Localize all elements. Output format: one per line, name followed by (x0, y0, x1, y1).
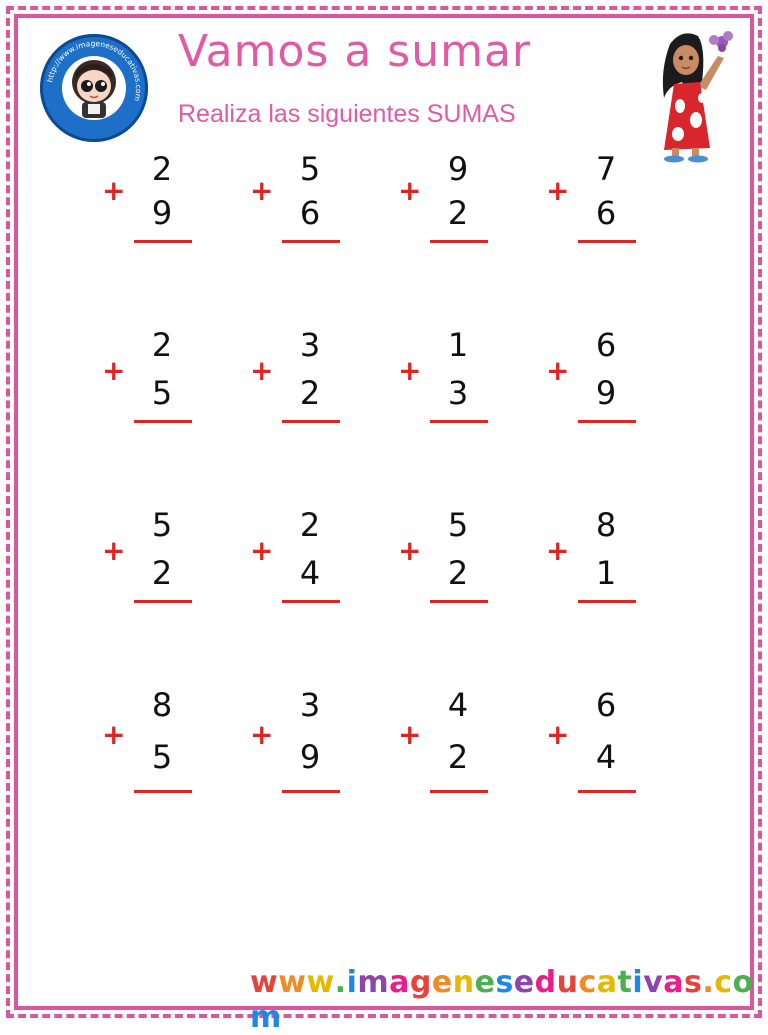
plus-sign: + (398, 718, 422, 751)
addend-bottom: 9 (595, 374, 617, 412)
addend-top: 3 (299, 686, 321, 724)
answer-line (578, 790, 636, 793)
addition-problem (392, 326, 502, 436)
addend-bottom: 2 (447, 738, 469, 776)
addition-problem (244, 686, 354, 796)
addition-problem (244, 150, 354, 260)
plus-sign: + (102, 174, 126, 207)
answer-line (430, 420, 488, 423)
plus-sign: + (250, 534, 274, 567)
addend-bottom: 2 (299, 374, 321, 412)
addition-problem (392, 150, 502, 260)
addend-top: 9 (447, 150, 469, 188)
plus-sign: + (102, 354, 126, 387)
addend-bottom: 3 (447, 374, 469, 412)
addition-problem (96, 326, 206, 436)
answer-line (430, 600, 488, 603)
answer-line (578, 420, 636, 423)
addend-bottom: 9 (299, 738, 321, 776)
answer-line (578, 240, 636, 243)
addition-problem (96, 150, 206, 260)
addend-top: 2 (151, 326, 173, 364)
addend-bottom: 2 (447, 554, 469, 592)
addition-problem (96, 686, 206, 796)
addend-top: 2 (299, 506, 321, 544)
plus-sign: + (250, 174, 274, 207)
logo-ring-text: http://www.imageneseducativas.com (45, 38, 144, 103)
addition-problem (540, 326, 650, 436)
addition-problem (392, 506, 502, 616)
addition-problem (244, 506, 354, 616)
plus-sign: + (250, 354, 274, 387)
addend-bottom: 2 (151, 554, 173, 592)
answer-line (282, 600, 340, 603)
addition-problem (540, 150, 650, 260)
answer-line (134, 600, 192, 603)
addend-top: 7 (595, 150, 617, 188)
addend-bottom: 6 (595, 194, 617, 232)
addend-top: 3 (299, 326, 321, 364)
plus-sign: + (250, 718, 274, 751)
logo-badge (40, 34, 148, 142)
plus-sign: + (398, 354, 422, 387)
plus-sign: + (546, 174, 570, 207)
addend-bottom: 9 (151, 194, 173, 232)
addend-bottom: 2 (447, 194, 469, 232)
answer-line (578, 600, 636, 603)
answer-line (282, 240, 340, 243)
addend-top: 6 (595, 326, 617, 364)
addend-top: 8 (151, 686, 173, 724)
answer-line (134, 790, 192, 793)
footer-website: www.imageneseducativas.com (250, 965, 754, 1035)
plus-sign: + (398, 174, 422, 207)
addend-top: 4 (447, 686, 469, 724)
addend-bottom: 6 (299, 194, 321, 232)
plus-sign: + (546, 534, 570, 567)
answer-line (282, 420, 340, 423)
addend-top: 1 (447, 326, 469, 364)
page-title: Vamos a sumar (178, 26, 532, 77)
answer-line (134, 240, 192, 243)
addend-bottom: 1 (595, 554, 617, 592)
addition-problem (392, 686, 502, 796)
page-subtitle: Realiza las siguientes SUMAS (178, 100, 516, 128)
addition-problem (540, 686, 650, 796)
addend-top: 5 (299, 150, 321, 188)
addend-top: 5 (447, 506, 469, 544)
addend-bottom: 4 (299, 554, 321, 592)
answer-line (430, 790, 488, 793)
addend-bottom: 5 (151, 374, 173, 412)
answer-line (134, 420, 192, 423)
plus-sign: + (398, 534, 422, 567)
addend-bottom: 5 (151, 738, 173, 776)
addend-top: 5 (151, 506, 173, 544)
addend-top: 6 (595, 686, 617, 724)
answer-line (282, 790, 340, 793)
plus-sign: + (546, 354, 570, 387)
addend-top: 2 (151, 150, 173, 188)
addend-top: 8 (595, 506, 617, 544)
plus-sign: + (102, 718, 126, 751)
lilo-character-icon (652, 26, 744, 166)
addition-problem (244, 326, 354, 436)
addend-bottom: 4 (595, 738, 617, 776)
plus-sign: + (102, 534, 126, 567)
addition-problem (540, 506, 650, 616)
answer-line (430, 240, 488, 243)
addition-problem (96, 506, 206, 616)
plus-sign: + (546, 718, 570, 751)
cartoon-girl-logo-icon (64, 56, 124, 120)
